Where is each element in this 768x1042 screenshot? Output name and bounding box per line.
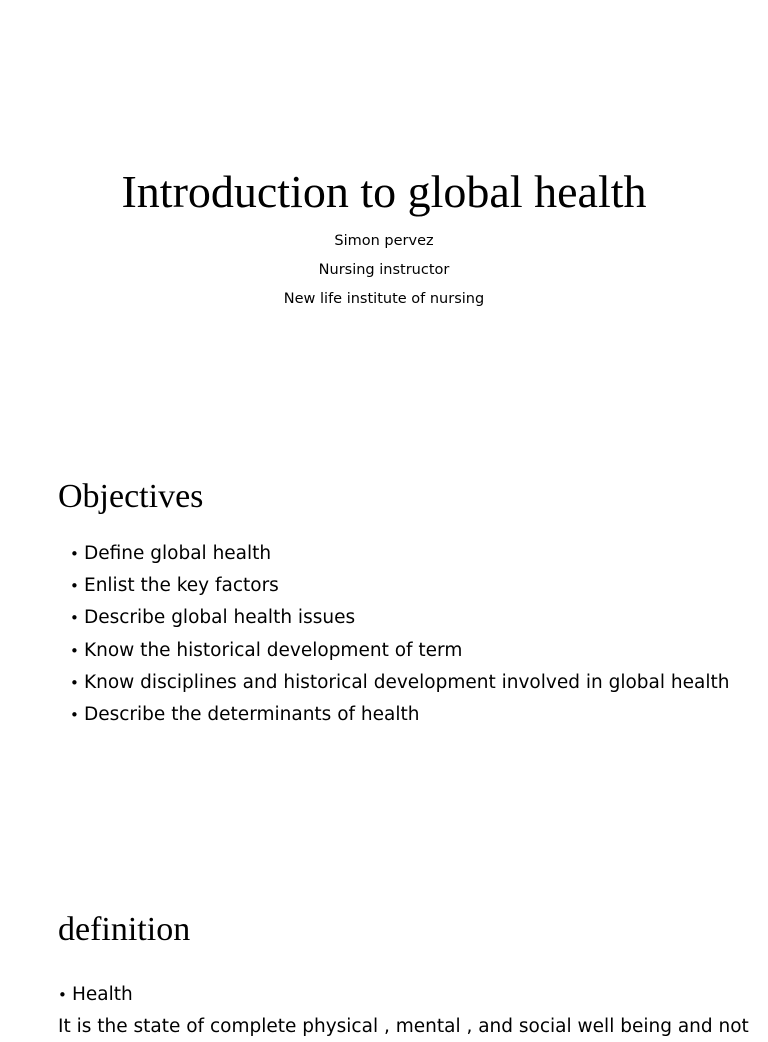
list-item: • Know the historical development of term	[70, 636, 729, 668]
list-item: • Describe global health issues	[70, 603, 729, 635]
list-item: • Health	[58, 980, 133, 1012]
objectives-heading: Objectives	[58, 478, 204, 515]
list-item: • Enlist the key factors	[70, 571, 729, 603]
objectives-list	[70, 539, 729, 732]
definition-slide	[0, 864, 768, 1037]
author-name: Simon pervez	[334, 233, 434, 249]
objectives-slide	[0, 432, 768, 864]
list-item: • Define global health	[70, 539, 729, 571]
slide-title: Introduction to global health	[121, 166, 647, 217]
author-role: Nursing instructor	[318, 262, 450, 278]
slide-subtitle	[0, 228, 768, 315]
definition-list	[58, 980, 133, 1012]
definition-text: It is the state of complete physical , mental , and social well being and not	[58, 1016, 749, 1037]
author-institution: New life institute of nursing	[283, 291, 485, 307]
definition-heading: definition	[58, 911, 191, 948]
list-item: • Describe the determinants of health	[70, 700, 729, 732]
list-item: • Know disciplines and historical development involved in global health	[70, 668, 729, 700]
title-slide	[0, 0, 768, 432]
